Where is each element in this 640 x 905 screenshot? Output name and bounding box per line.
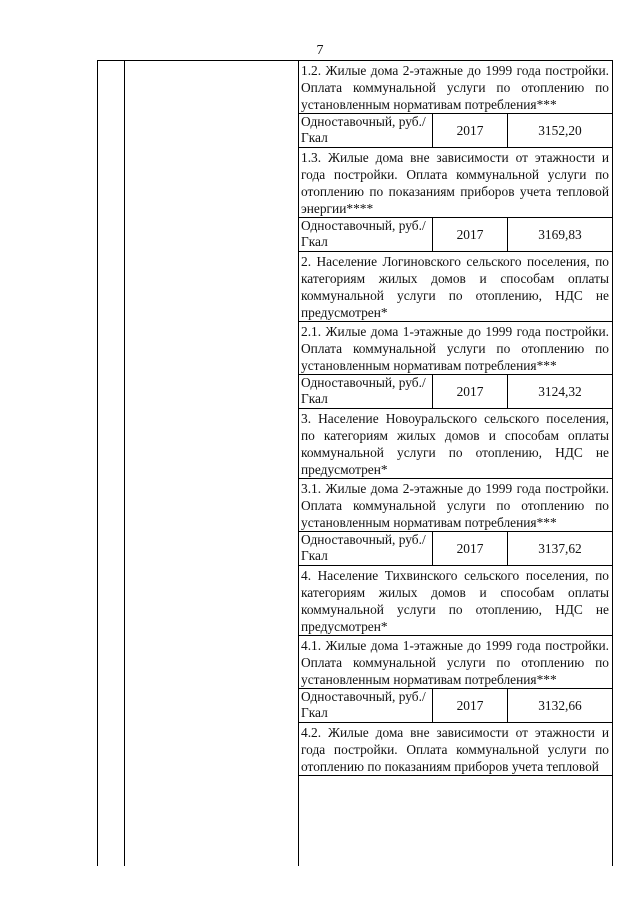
category-description: 2. Население Логиновского сельского поселения, по категориям жилых домов и способам оплаты коммунальной услуги по отоплению, НДС не предусмотрен*	[298, 252, 612, 322]
tariff-label: Одноставочный, руб./Гкал	[301, 689, 426, 720]
category-description: 4.1. Жилые дома 1-этажные до 1999 года постройки. Оплата коммунальной услуги по отоплению по установленным нормативам потребления***	[298, 636, 612, 689]
tariff-year: 2017	[432, 114, 507, 147]
tariff-value: 3124,32	[507, 375, 612, 408]
category-description: 3. Население Новоуральского сельского поселения, по категориям жилых домов и способам оплаты коммунальной услуги по отоплению, НДС не предусмотрен*	[298, 409, 612, 479]
page-number: 7	[316, 43, 324, 58]
category-description: 1.2. Жилые дома 2-этажные до 1999 года постройки. Оплата коммунальной услуги по отоплению по установленным нормативам потребления***	[298, 61, 612, 114]
tariff-row	[298, 114, 612, 148]
tariff-value: 3137,62	[507, 532, 612, 565]
tariff-label: Одноставочный, руб./Гкал	[301, 532, 426, 563]
tariff-value: 3132,66	[507, 689, 612, 722]
tariff-table	[97, 60, 613, 866]
tariff-value: 3152,20	[507, 114, 612, 147]
tariff-year: 2017	[432, 375, 507, 408]
tariff-value: 3169,83	[507, 218, 612, 251]
category-description: 2.1. Жилые дома 1-этажные до 1999 года постройки. Оплата коммунальной услуги по отоплению по установленным нормативам потребления***	[298, 322, 612, 375]
tariff-label: Одноставочный, руб./Гкал	[301, 375, 426, 406]
column-divider	[124, 61, 125, 866]
category-description: 1.3. Жилые дома вне зависимости от этажности и года постройки. Оплата коммунальной услуги по отоплению по показаниям приборов учета тепловой энергии****	[298, 148, 612, 218]
category-description: 4.2. Жилые дома вне зависимости от этажности и года постройки. Оплата коммунальной услуги по отоплению по показаниям приборов учета тепловой	[298, 723, 612, 776]
tariff-row	[298, 532, 612, 566]
tariff-year: 2017	[432, 689, 507, 722]
tariff-label: Одноставочный, руб./Гкал	[301, 218, 426, 249]
tariff-row	[298, 218, 612, 252]
category-description: 4. Население Тихвинского сельского поселения, по категориям жилых домов и способам оплаты коммунальной услуги по отоплению, НДС не предусмотрен*	[298, 566, 612, 636]
tariff-row	[298, 689, 612, 723]
category-description: 3.1. Жилые дома 2-этажные до 1999 года постройки. Оплата коммунальной услуги по отоплению по установленным нормативам потребления***	[298, 479, 612, 532]
tariff-label: Одноставочный, руб./Гкал	[301, 114, 426, 145]
tariff-table-content	[298, 61, 612, 776]
tariff-row	[298, 375, 612, 409]
tariff-year: 2017	[432, 218, 507, 251]
tariff-year: 2017	[432, 532, 507, 565]
